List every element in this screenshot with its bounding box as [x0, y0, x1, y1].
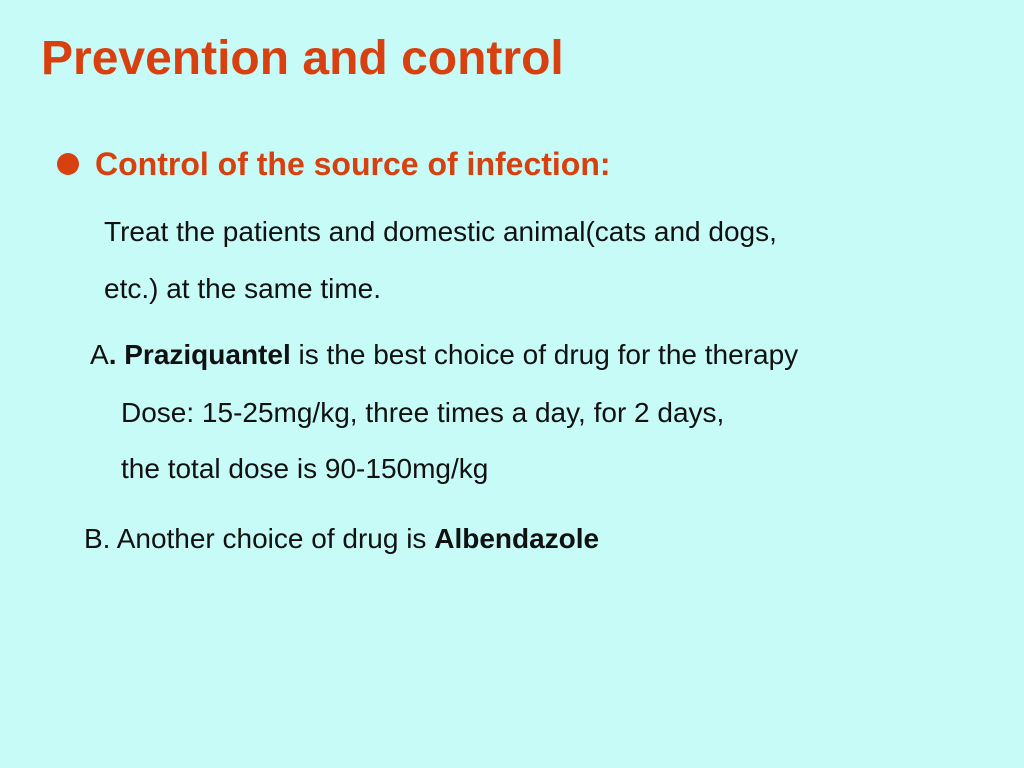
item-b-drug-name: Albendazole	[434, 523, 600, 554]
bullet-heading-row	[57, 145, 611, 183]
item-a-dose-line: Dose: 15-25mg/kg, three times a day, for 2 days,	[121, 397, 725, 428]
item-b-text: B. Another choice of drug is	[84, 523, 435, 554]
item-a-total-line: the total dose is 90-150mg/kg	[121, 453, 489, 484]
slide-title: Prevention and control	[41, 32, 564, 85]
item-a-prefix: A	[90, 339, 109, 370]
item-a-line	[90, 338, 798, 372]
bullet-dot-icon	[57, 153, 79, 175]
treat-line-2: etc.) at the same time.	[104, 273, 381, 304]
item-a-drug-name: . Praziquantel	[108, 339, 291, 370]
bullet-heading: Control of the source of infection:	[95, 146, 611, 182]
treat-line-1: Treat the patients and domestic animal(cats and dogs,	[104, 216, 777, 247]
item-a-rest: is the best choice of drug for the therapy	[290, 339, 799, 370]
item-b-line	[84, 522, 599, 556]
